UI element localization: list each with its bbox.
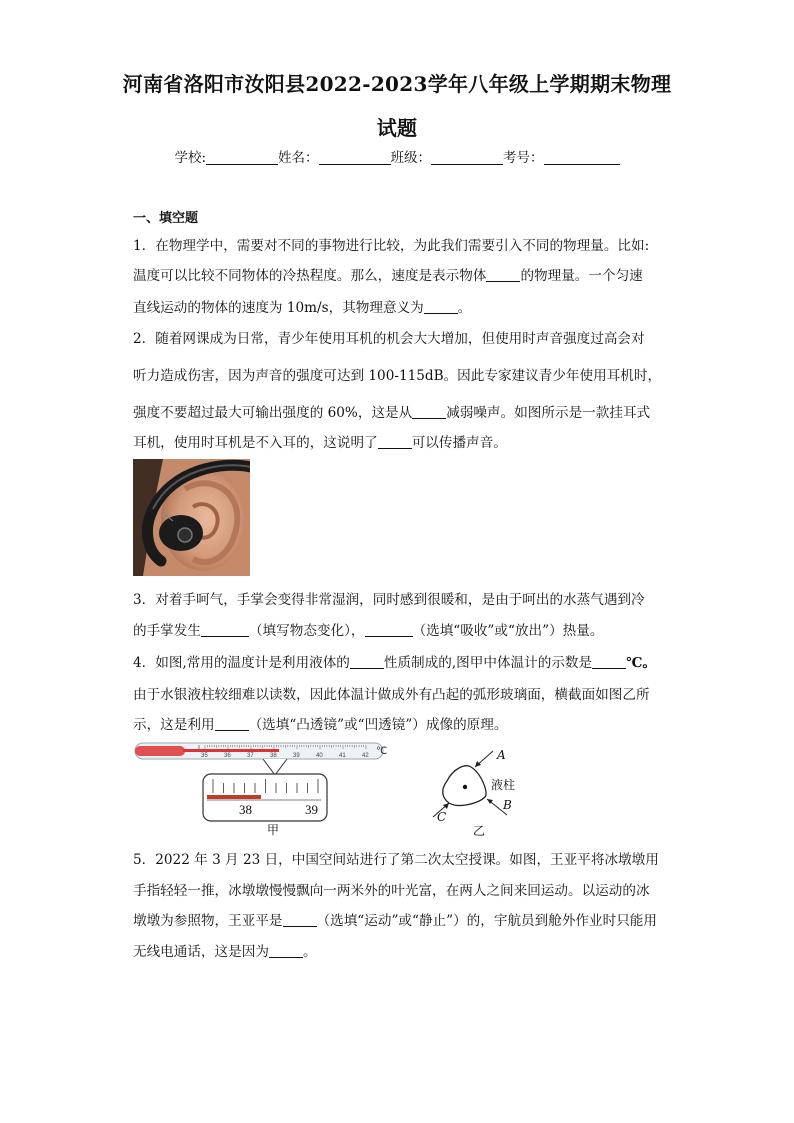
q2-text: 耳机，使用时耳机是不入耳的，这说明了 — [133, 435, 378, 451]
q4-text: 性质制成的,图甲中体温计的示数是 — [383, 655, 593, 671]
q5-answer-blank-1[interactable] — [283, 913, 317, 927]
scale-tick-label: 40 — [316, 753, 323, 759]
q5-line4 — [133, 940, 317, 960]
scale-tick-label: 35 — [201, 753, 208, 759]
q4-answer-blank-1[interactable] — [350, 655, 384, 669]
q2-line4 — [133, 431, 507, 451]
q3-answer-blank-2[interactable] — [365, 623, 413, 637]
name-blank[interactable] — [319, 150, 391, 165]
section-heading-fill-blank: 一、填空题 — [133, 211, 199, 226]
q1-line1: 1．在物理学中，需要对不同的事物进行比较，为此我们需要引入不同的物理量。比如: — [133, 238, 650, 254]
q1-text: 温度可以比较不同物体的冷热程度。那么，速度是表示物体 — [133, 268, 487, 284]
q2-answer-blank-2[interactable] — [378, 435, 412, 449]
q2-text: 强度不要超过最大可输出强度的 60%，这是从 — [133, 405, 413, 421]
liquid-column-label: 液柱 — [491, 778, 516, 792]
scale-tick-label: 39 — [293, 753, 300, 759]
q5-answer-blank-2[interactable] — [269, 944, 303, 958]
exam-number-label: 考号： — [503, 150, 544, 166]
student-info-row — [0, 146, 794, 166]
q3-text: 的手掌发生 — [133, 623, 201, 639]
q4-text: 4．如图,常用的温度计是利用液体的 — [133, 655, 350, 671]
q2-text: 减弱噪声。如图所示是一款挂耳式 — [446, 405, 651, 421]
ear-headphone-illustration — [133, 459, 250, 576]
q1-line3 — [133, 296, 471, 316]
exam-number-blank[interactable] — [544, 150, 620, 165]
ear-headphone-photo — [133, 459, 250, 576]
point-label-c: C — [437, 810, 447, 824]
exam-title-line1: 河南省洛阳市汝阳县2022-2023学年八年级上学期期末物理 — [122, 72, 672, 96]
q4-line3 — [133, 713, 507, 733]
q1-answer-blank-1[interactable] — [486, 268, 520, 282]
q3-text: （填写物态变化）， — [248, 623, 365, 639]
school-label: 学校: — [174, 150, 207, 166]
scale-tick-label: 37 — [247, 753, 254, 759]
scale-unit-label: ℃ — [376, 746, 388, 757]
figure-label-yi: 乙 — [473, 824, 486, 838]
q4-answer-blank-2[interactable] — [592, 655, 626, 669]
q5-line1: 5．2022 年 3 月 23 日，中国空间站进行了第二次太空授课。如图，王亚平将冰墩墩用 — [133, 852, 659, 868]
q5-line2: 手指轻轻一推，冰墩墩慢慢飘向一两米外的叶光富，在两人之间来回运动。以运动的冰 — [133, 883, 650, 899]
q2-line2: 听力造成伤害，因为声音的强度可达到 100-115dB。因此专家建议青少年使用耳机时， — [133, 368, 662, 384]
school-blank[interactable] — [206, 150, 278, 165]
q4-line2: 由于水银液柱较细难以读数，因此体温计做成外有凸起的弧形玻璃面，横截面如图乙所 — [133, 687, 650, 703]
q5-text: 无线电通话，这是因为 — [133, 944, 269, 960]
q2-line1: 2．随着网课成为日常，青少年使用耳机的机会大大增加，但使用时声音强度过高会对 — [133, 331, 645, 347]
figure-label-jia: 甲 — [267, 823, 280, 837]
point-label-b: B — [503, 798, 512, 812]
q2-answer-blank-1[interactable] — [412, 405, 446, 419]
scale-tick-label: 36 — [224, 753, 231, 759]
q4-text: ℃。 — [626, 655, 656, 671]
q4-text: （选填“凸透镜”或“凹透镜”）成像的原理。 — [248, 717, 508, 733]
q5-text: 。 — [302, 944, 317, 960]
q1-line2 — [133, 264, 643, 284]
q3-answer-blank-1[interactable] — [201, 623, 249, 637]
scale-tick-label: 42 — [362, 753, 369, 759]
q3-line2 — [133, 619, 603, 639]
scale-tick-label: 38 — [270, 753, 277, 759]
clinical-thermometer-diagram — [133, 737, 393, 841]
q5-text: 墩墩为参照物，王亚平是 — [133, 913, 283, 929]
q5-line3 — [133, 909, 657, 929]
point-label-a: A — [497, 748, 506, 762]
q4-answer-blank-3[interactable] — [215, 717, 249, 731]
class-label: 班级： — [390, 150, 432, 166]
name-label: 姓名： — [278, 150, 319, 166]
q4-line1 — [133, 651, 656, 671]
scale-tick-label: 41 — [339, 753, 346, 759]
q5-text: （选填“运动”或“静止”）的，宇航员到舱外作业时只能用 — [316, 913, 657, 929]
class-blank[interactable] — [431, 150, 503, 165]
q2-line3 — [133, 401, 650, 421]
q1-answer-blank-2[interactable] — [424, 300, 458, 314]
q4-text: 示，这是利用 — [133, 717, 215, 733]
q1-text: 直线运动的物体的速度为 10m/s，其物理意义为 — [133, 300, 424, 316]
cross-section-diagram — [423, 737, 533, 841]
q2-text: 可以传播声音。 — [411, 435, 507, 451]
zoom-label-39: 39 — [305, 802, 318, 817]
exam-title-line2: 试题 — [376, 116, 418, 140]
q1-text: 。 — [457, 300, 472, 316]
q1-text: 的物理量。一个匀速 — [520, 268, 643, 284]
q3-line1: 3．对着手呵气，手掌会变得非常湿润，同时感到很暖和，是由于呵出的水蒸气遇到冷 — [133, 592, 645, 608]
zoom-label-38: 38 — [239, 802, 252, 817]
q3-text: （选填“吸收”或“放出”）热量。 — [412, 623, 604, 639]
